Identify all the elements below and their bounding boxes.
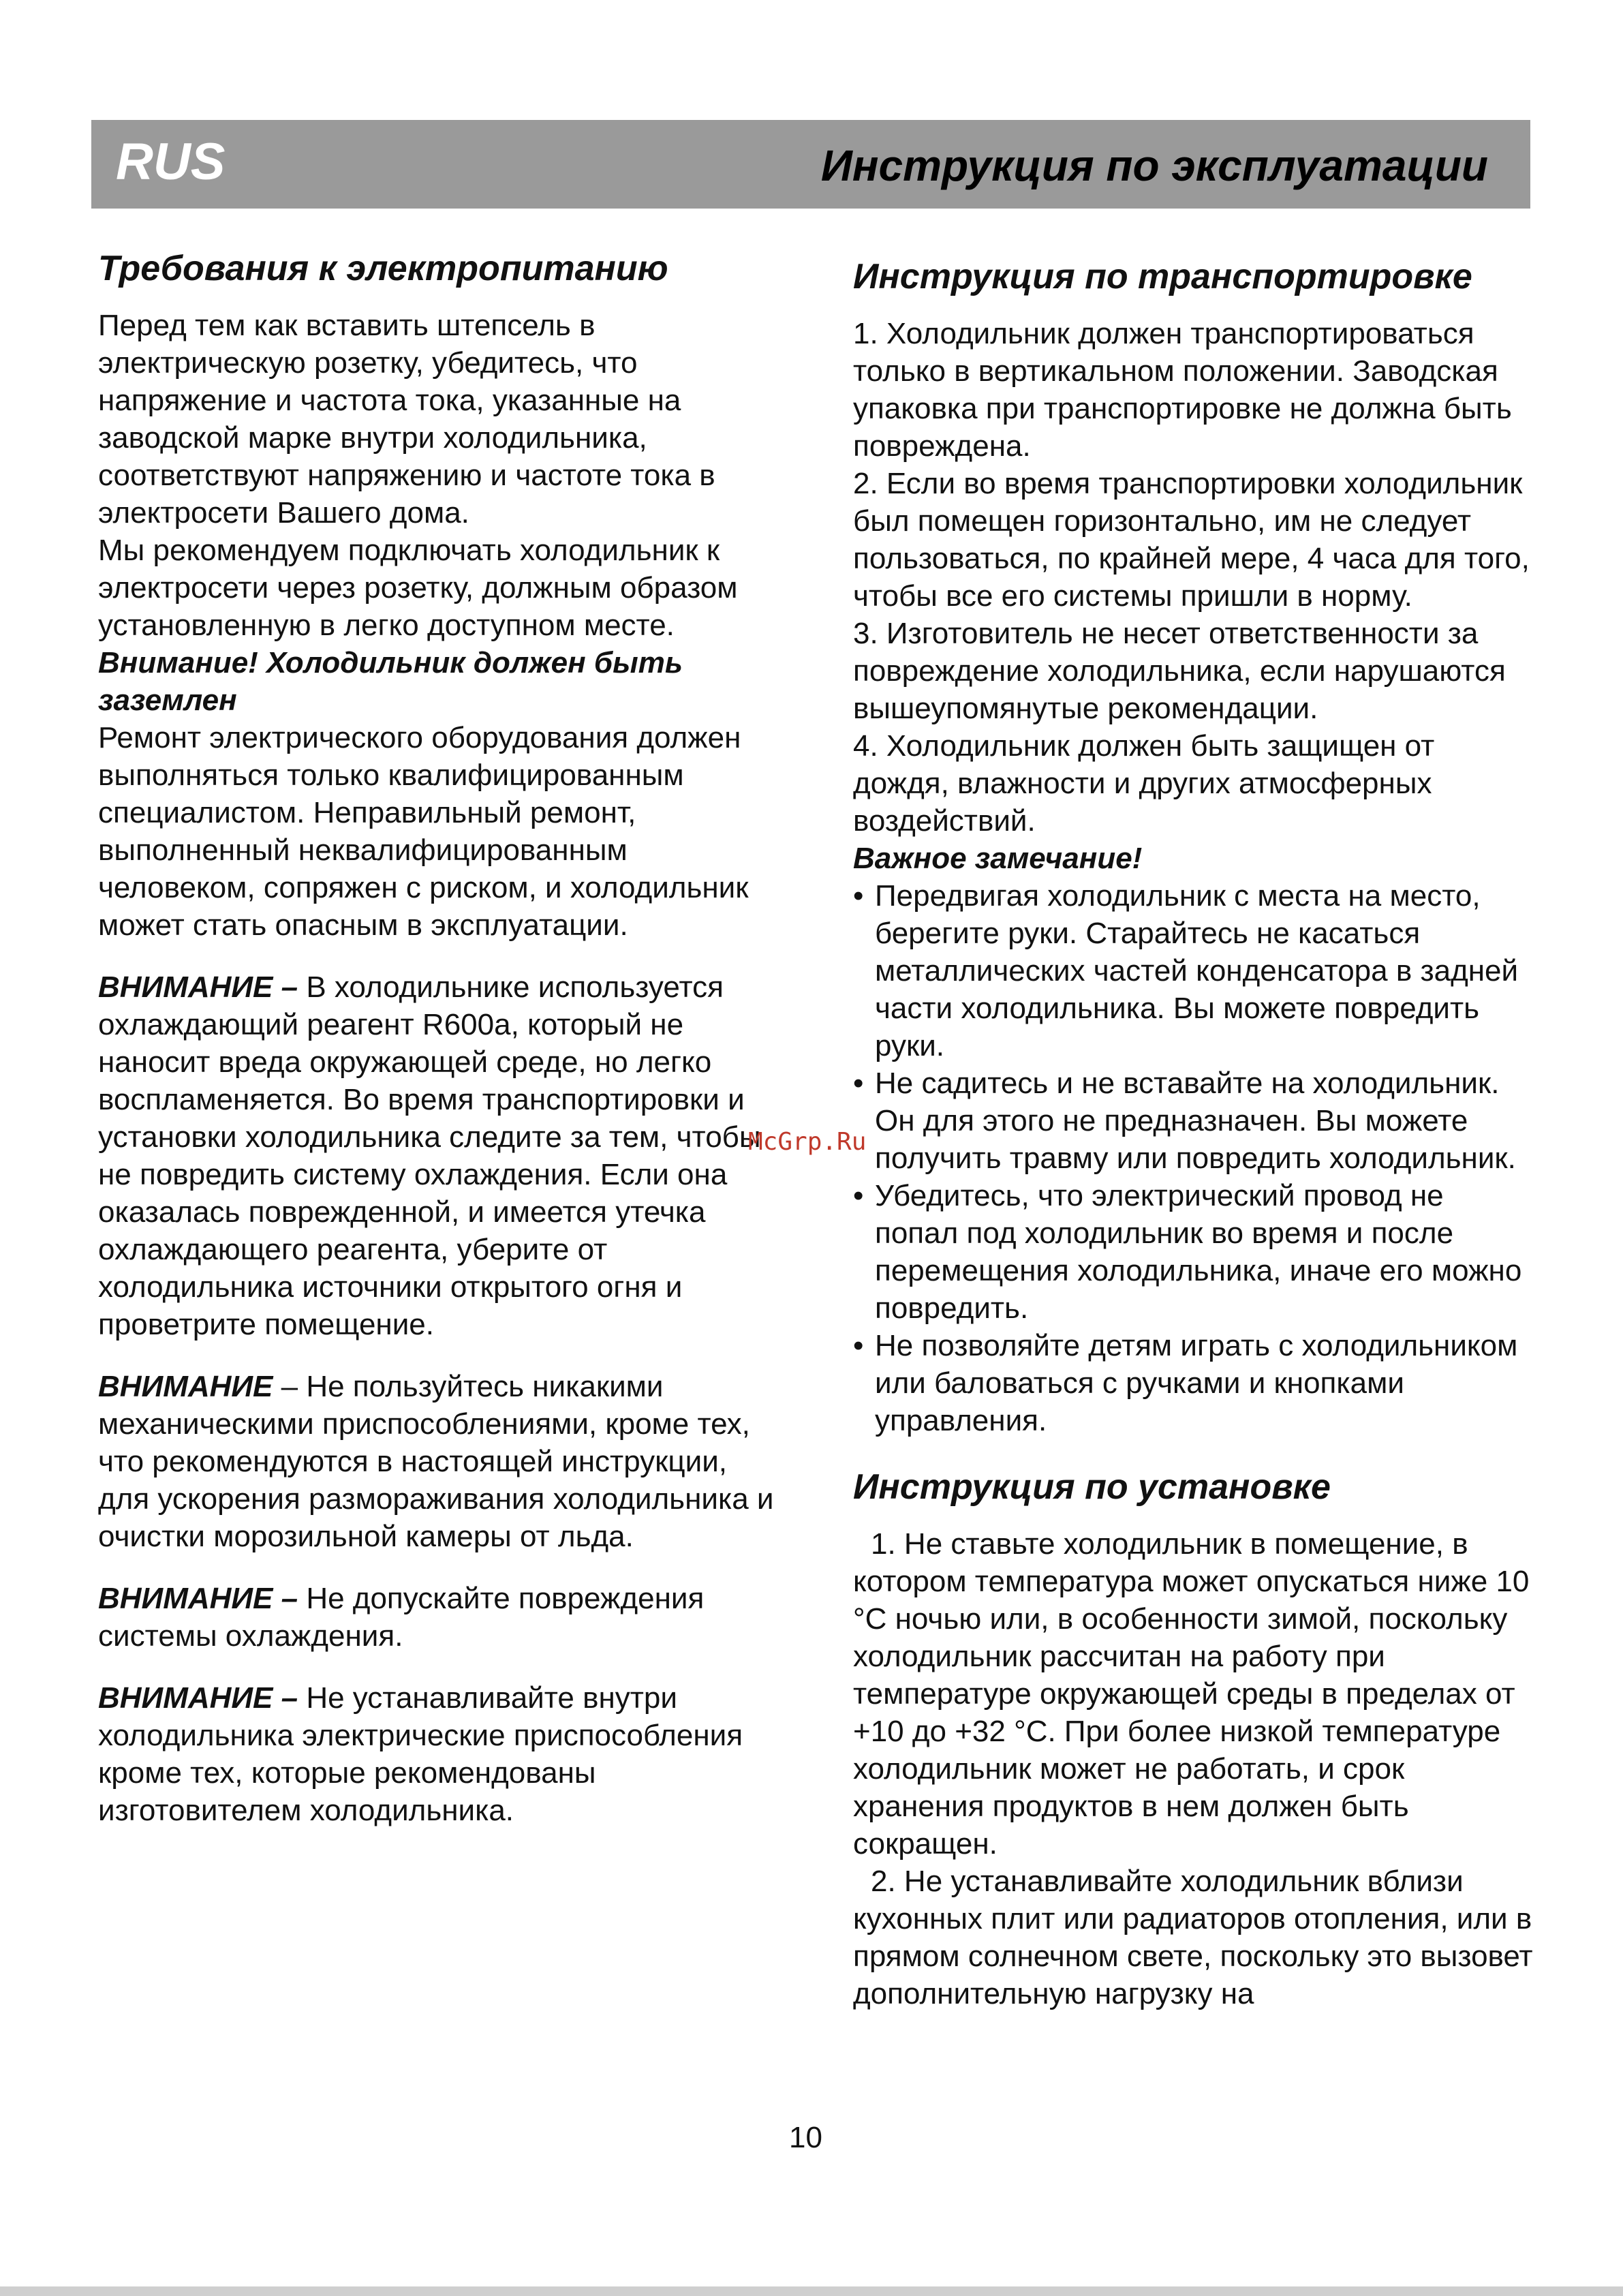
warning-text: Не устанавливайте внутри холодильника электрические приспособления кроме тех, которые рекомендованы изготовителем холодильника. — [98, 1681, 743, 1827]
power-requirements-heading: Требования к электропитанию — [98, 249, 668, 288]
warning-text: В холодильнике используется охлаждающий реагент R600a, который не наносит вреда окружающей среде, но легко воспламеняется. Во время транспортировки и установки холодильника следите за тем, чтобы не повредить систему охлаждения. Если она оказалась поврежденной, и имеется утечка охлаждающего реагента, уберите от холодильника источники открытого огня и проветрите помещение. — [98, 970, 761, 1341]
language-label: RUS — [116, 133, 226, 191]
bullet-icon: • — [853, 879, 864, 913]
bullet-icon: • — [853, 1329, 864, 1362]
page-header — [91, 120, 1530, 209]
power-paragraph-1: Перед тем как вставить штепсель в электрическую розетку, убедитесь, что напряжение и частота тока, указанные на заводской марке внутри холодильника, соответствуют напряжению и частоте тока в электросети Вашего дома. — [98, 309, 715, 530]
right-column — [853, 254, 1534, 2012]
transport-item-4: 4. Холодильник должен быть защищен от дождя, влажности и других атмосферных воздействий. — [853, 729, 1435, 838]
header-title: Инструкция по эксплуатации — [820, 141, 1488, 190]
left-column — [98, 245, 786, 1829]
watermark: McGrp.Ru — [748, 1128, 867, 1156]
important-note-heading: Важное замечание! — [853, 842, 1143, 875]
warning-defrost — [98, 1368, 786, 1555]
list-item-text: Не позволяйте детям играть с холодильником или баловаться с ручками и кнопками управления. — [875, 1329, 1518, 1437]
install-item-1: 1. Не ставьте холодильник в помещение, в котором температура может опускаться ниже 10 °С ночью или, в особенности зимой, поскольку холодильник рассчитан на работу при температуре окружающей среды в пределах от +10 до +32 °С. При более низкой температуре холодильник может не работать, и срок хранения продуктов в нем должен быть сокращен. — [853, 1527, 1530, 1861]
transport-item-1: 1. Холодильник должен транспортироваться только в вертикальном положении. Заводская упаковка при транспортировке не должна быть повреждена. — [853, 317, 1512, 463]
transport-item-3: 3. Изготовитель не несет ответственности за повреждение холодильника, если нарушаются вышеупомянутые рекомендации. — [853, 617, 1506, 725]
list-item — [853, 1177, 1534, 1327]
transport-heading: Инструкция по транспортировке — [853, 257, 1472, 296]
warning-refrigerant — [98, 968, 786, 1343]
power-paragraph-2: Мы рекомендуем подключать холодильник к электросети через розетку, должным образом установленную в легко доступном месте. — [98, 534, 738, 642]
warning-label: ВНИМАНИЕ — [98, 1370, 273, 1403]
list-item-text: Передвигая холодильник с места на место, берегите руки. Старайтесь не касаться металлических частей конденсатора в задней части холодильника. Вы можете повредить руки. — [875, 879, 1519, 1062]
warning-text: – Не пользуйтесь никакими механическими приспособлениями, кроме тех, что рекомендуются в настоящей инструкции, для ускорения размораживания холодильника и очистки морозильной камеры от льда. — [98, 1370, 774, 1553]
list-item — [853, 877, 1534, 1065]
warning-label: ВНИМАНИЕ – — [98, 1681, 298, 1715]
bullet-icon: • — [853, 1179, 864, 1212]
install-item-2: 2. Не устанавливайте холодильник вблизи кухонных плит или радиаторов отопления, или в прямом солнечном свете, поскольку это вызовет дополнительную нагрузку на — [853, 1865, 1533, 2010]
footer-divider — [0, 2286, 1623, 2296]
list-item — [853, 1065, 1534, 1177]
warning-text: Не допускайте повреждения системы охлаждения. — [98, 1582, 705, 1653]
page-number: 10 — [789, 2121, 822, 2154]
grounding-warning-text: Ремонт электрического оборудования должен выполняться только квалифицированным специалистом. Неправильный ремонт, выполненный неквалифицированным человеком, сопряжен с риском, и холодильник может стать опасным в эксплуатации. — [98, 721, 749, 942]
list-item-text: Не садитесь и не вставайте на холодильник. Он для этого не предназначен. Вы можете получить травму или повредить холодильник. — [875, 1067, 1516, 1175]
list-item — [853, 1327, 1534, 1439]
list-item-text: Убедитесь, что электрический провод не попал под холодильник во время и после перемещения холодильника, иначе его можно повредить. — [875, 1179, 1522, 1325]
bullet-icon: • — [853, 1067, 864, 1100]
grounding-warning-heading: Внимание! Холодильник должен быть заземлен — [98, 646, 683, 717]
installation-heading: Инструкция по установке — [853, 1467, 1331, 1507]
important-notes-list — [853, 877, 1534, 1439]
warning-label: ВНИМАНИЕ – — [98, 970, 298, 1004]
warning-label: ВНИМАНИЕ – — [98, 1582, 298, 1615]
warning-cooling-system — [98, 1580, 786, 1655]
transport-item-2: 2. Если во время транспортировки холодильник был помещен горизонтально, им не следует пользоваться, по крайней мере, 4 часа для того, чтобы все его системы пришли в норму. — [853, 467, 1530, 613]
warning-appliances — [98, 1679, 786, 1829]
